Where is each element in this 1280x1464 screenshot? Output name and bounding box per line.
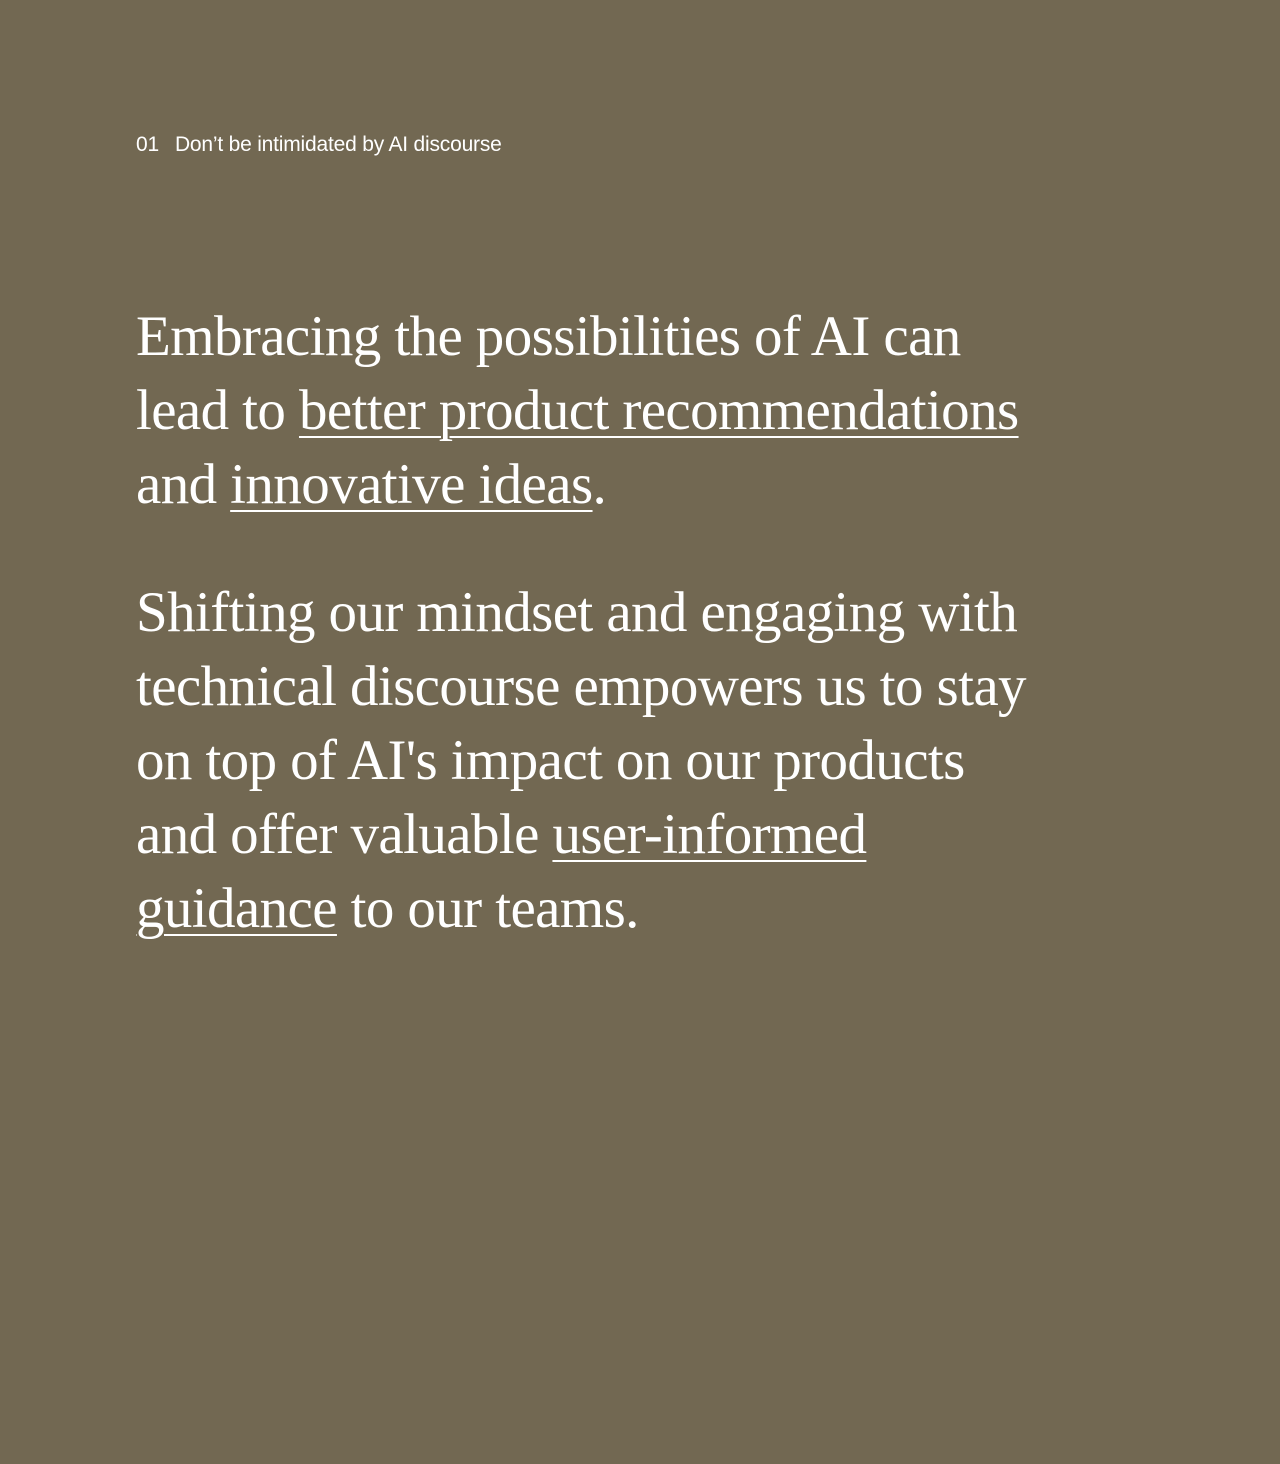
paragraph-text: Shifting our mindset and engaging with technical discourse empowers us to stay on top of AI's impact on our products and offer valuable <box>136 581 1026 866</box>
paragraph-text: to our teams. <box>336 877 639 940</box>
better-product-recommendations-link[interactable]: better product recommendations <box>298 379 1019 442</box>
paragraph-mindset <box>136 576 1036 946</box>
main-content <box>136 300 1036 946</box>
innovative-ideas-link[interactable]: innovative ideas <box>230 453 593 516</box>
paragraph-text: Embracing the possibilities of AI can lead to <box>136 305 961 442</box>
paragraph-text: . <box>592 453 607 516</box>
user-informed-guidance-link[interactable]: user-informed guidance <box>136 803 867 940</box>
section-number: 01 <box>136 133 159 156</box>
paragraph-ai-possibilities <box>136 300 1036 522</box>
section-header <box>136 131 502 159</box>
section-title: Don’t be intimidated by AI discourse <box>174 133 502 156</box>
paragraph-text: and <box>136 453 231 516</box>
